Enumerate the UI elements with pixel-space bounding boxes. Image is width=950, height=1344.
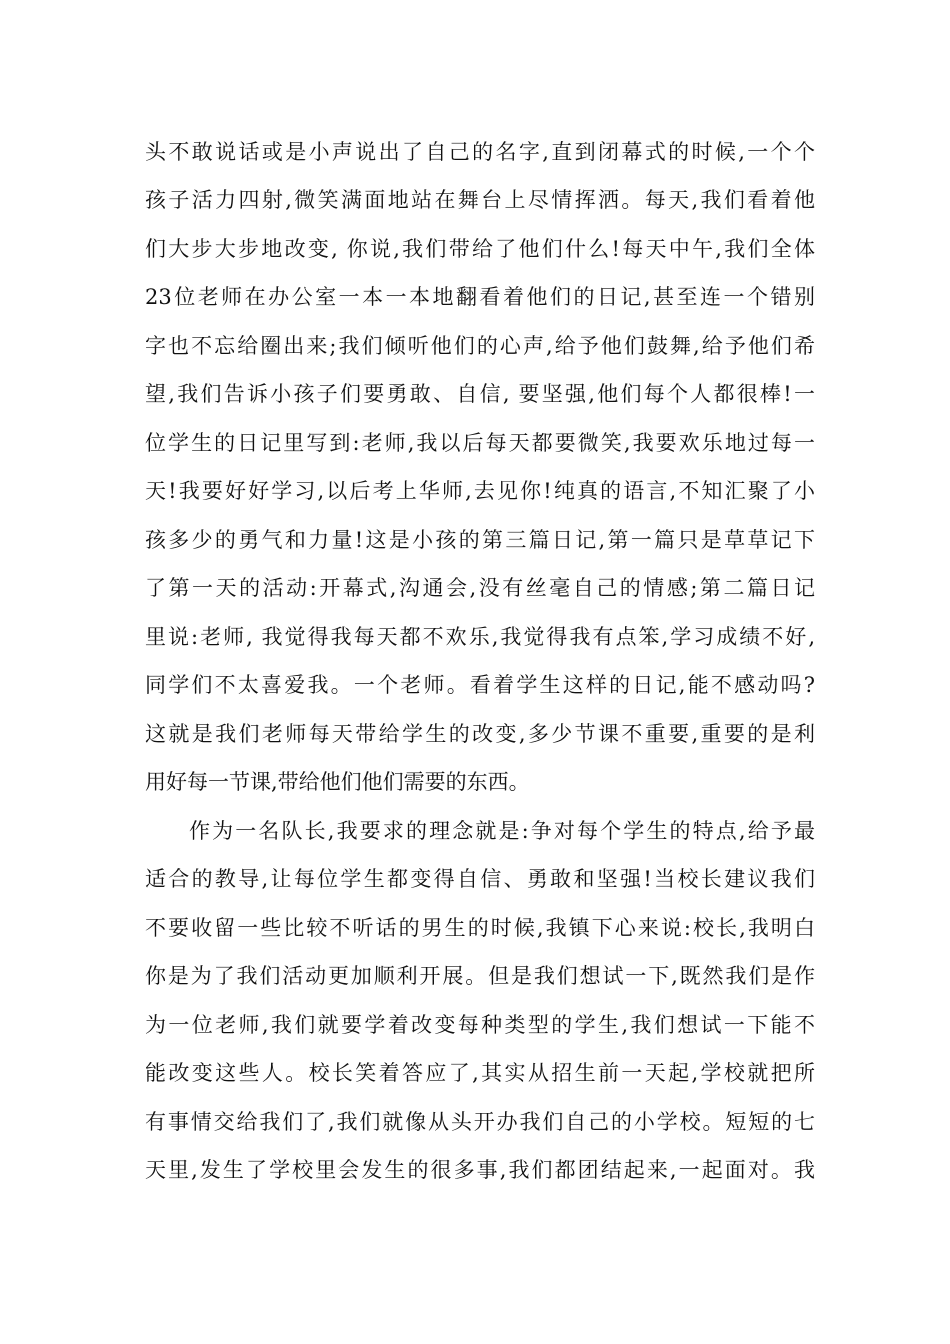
text-line: 天里,发生了学校里会发生的很多事,我们都团结起来,一起面对。我 bbox=[145, 1158, 815, 1182]
text-line: 字也不忘给圈出来;我们倾听他们的心声,给予他们鼓舞,给予他们希 bbox=[145, 334, 815, 358]
text-line: 23位老师在办公室一本一本地翻看着他们的日记,甚至连一个错别 bbox=[145, 285, 815, 309]
text-line: 这就是我们老师每天带给学生的改变,多少节课不重要,重要的是利 bbox=[145, 722, 815, 746]
text-line: 作为一名队长,我要求的理念就是:争对每个学生的特点,给予最 bbox=[189, 819, 815, 843]
text-line: 用好每一节课,带给他们他们需要的东西。 bbox=[145, 770, 530, 794]
text-line: 有事情交给我们了,我们就像从头开办我们自己的小学校。短短的七 bbox=[145, 1110, 815, 1134]
text-line: 了第一天的活动:开幕式,沟通会,没有丝毫自己的情感;第二篇日记 bbox=[145, 576, 815, 600]
text-line: 能改变这些人。校长笑着答应了,其实从招生前一天起,学校就把所 bbox=[145, 1061, 815, 1085]
text-line: 不要收留一些比较不听话的男生的时候,我镇下心来说:校长,我明白 bbox=[145, 916, 815, 940]
text-line: 同学们不太喜爱我。一个老师。看着学生这样的日记,能不感动吗? bbox=[145, 673, 815, 697]
text-line: 天!我要好好学习,以后考上华师,去见你!纯真的语言,不知汇聚了小 bbox=[145, 479, 815, 503]
text-line: 们大步大步地改变, 你说,我们带给了他们什么!每天中午,我们全体 bbox=[145, 237, 815, 261]
text-line: 头不敢说话或是小声说出了自己的名字,直到闭幕式的时候,一个个 bbox=[145, 140, 815, 164]
text-line: 为一位老师,我们就要学着改变每种类型的学生,我们想试一下能不 bbox=[145, 1013, 815, 1037]
text-line: 位学生的日记里写到:老师,我以后每天都要微笑,我要欢乐地过每一 bbox=[145, 431, 815, 455]
text-line: 望,我们告诉小孩子们要勇敢、自信, 要坚强,他们每个人都很棒!一 bbox=[145, 382, 815, 406]
text-line: 孩子活力四射,微笑满面地站在舞台上尽情挥洒。每天,我们看着他 bbox=[145, 188, 815, 212]
text-line: 你是为了我们活动更加顺利开展。但是我们想试一下,既然我们是作 bbox=[145, 964, 815, 988]
text-line: 适合的教导,让每位学生都变得自信、勇敢和坚强!当校长建议我们 bbox=[145, 867, 815, 891]
text-line: 里说:老师, 我觉得我每天都不欢乐,我觉得我有点笨,学习成绩不好, bbox=[145, 625, 815, 649]
text-line: 孩多少的勇气和力量!这是小孩的第三篇日记,第一篇只是草草记下 bbox=[145, 528, 815, 552]
